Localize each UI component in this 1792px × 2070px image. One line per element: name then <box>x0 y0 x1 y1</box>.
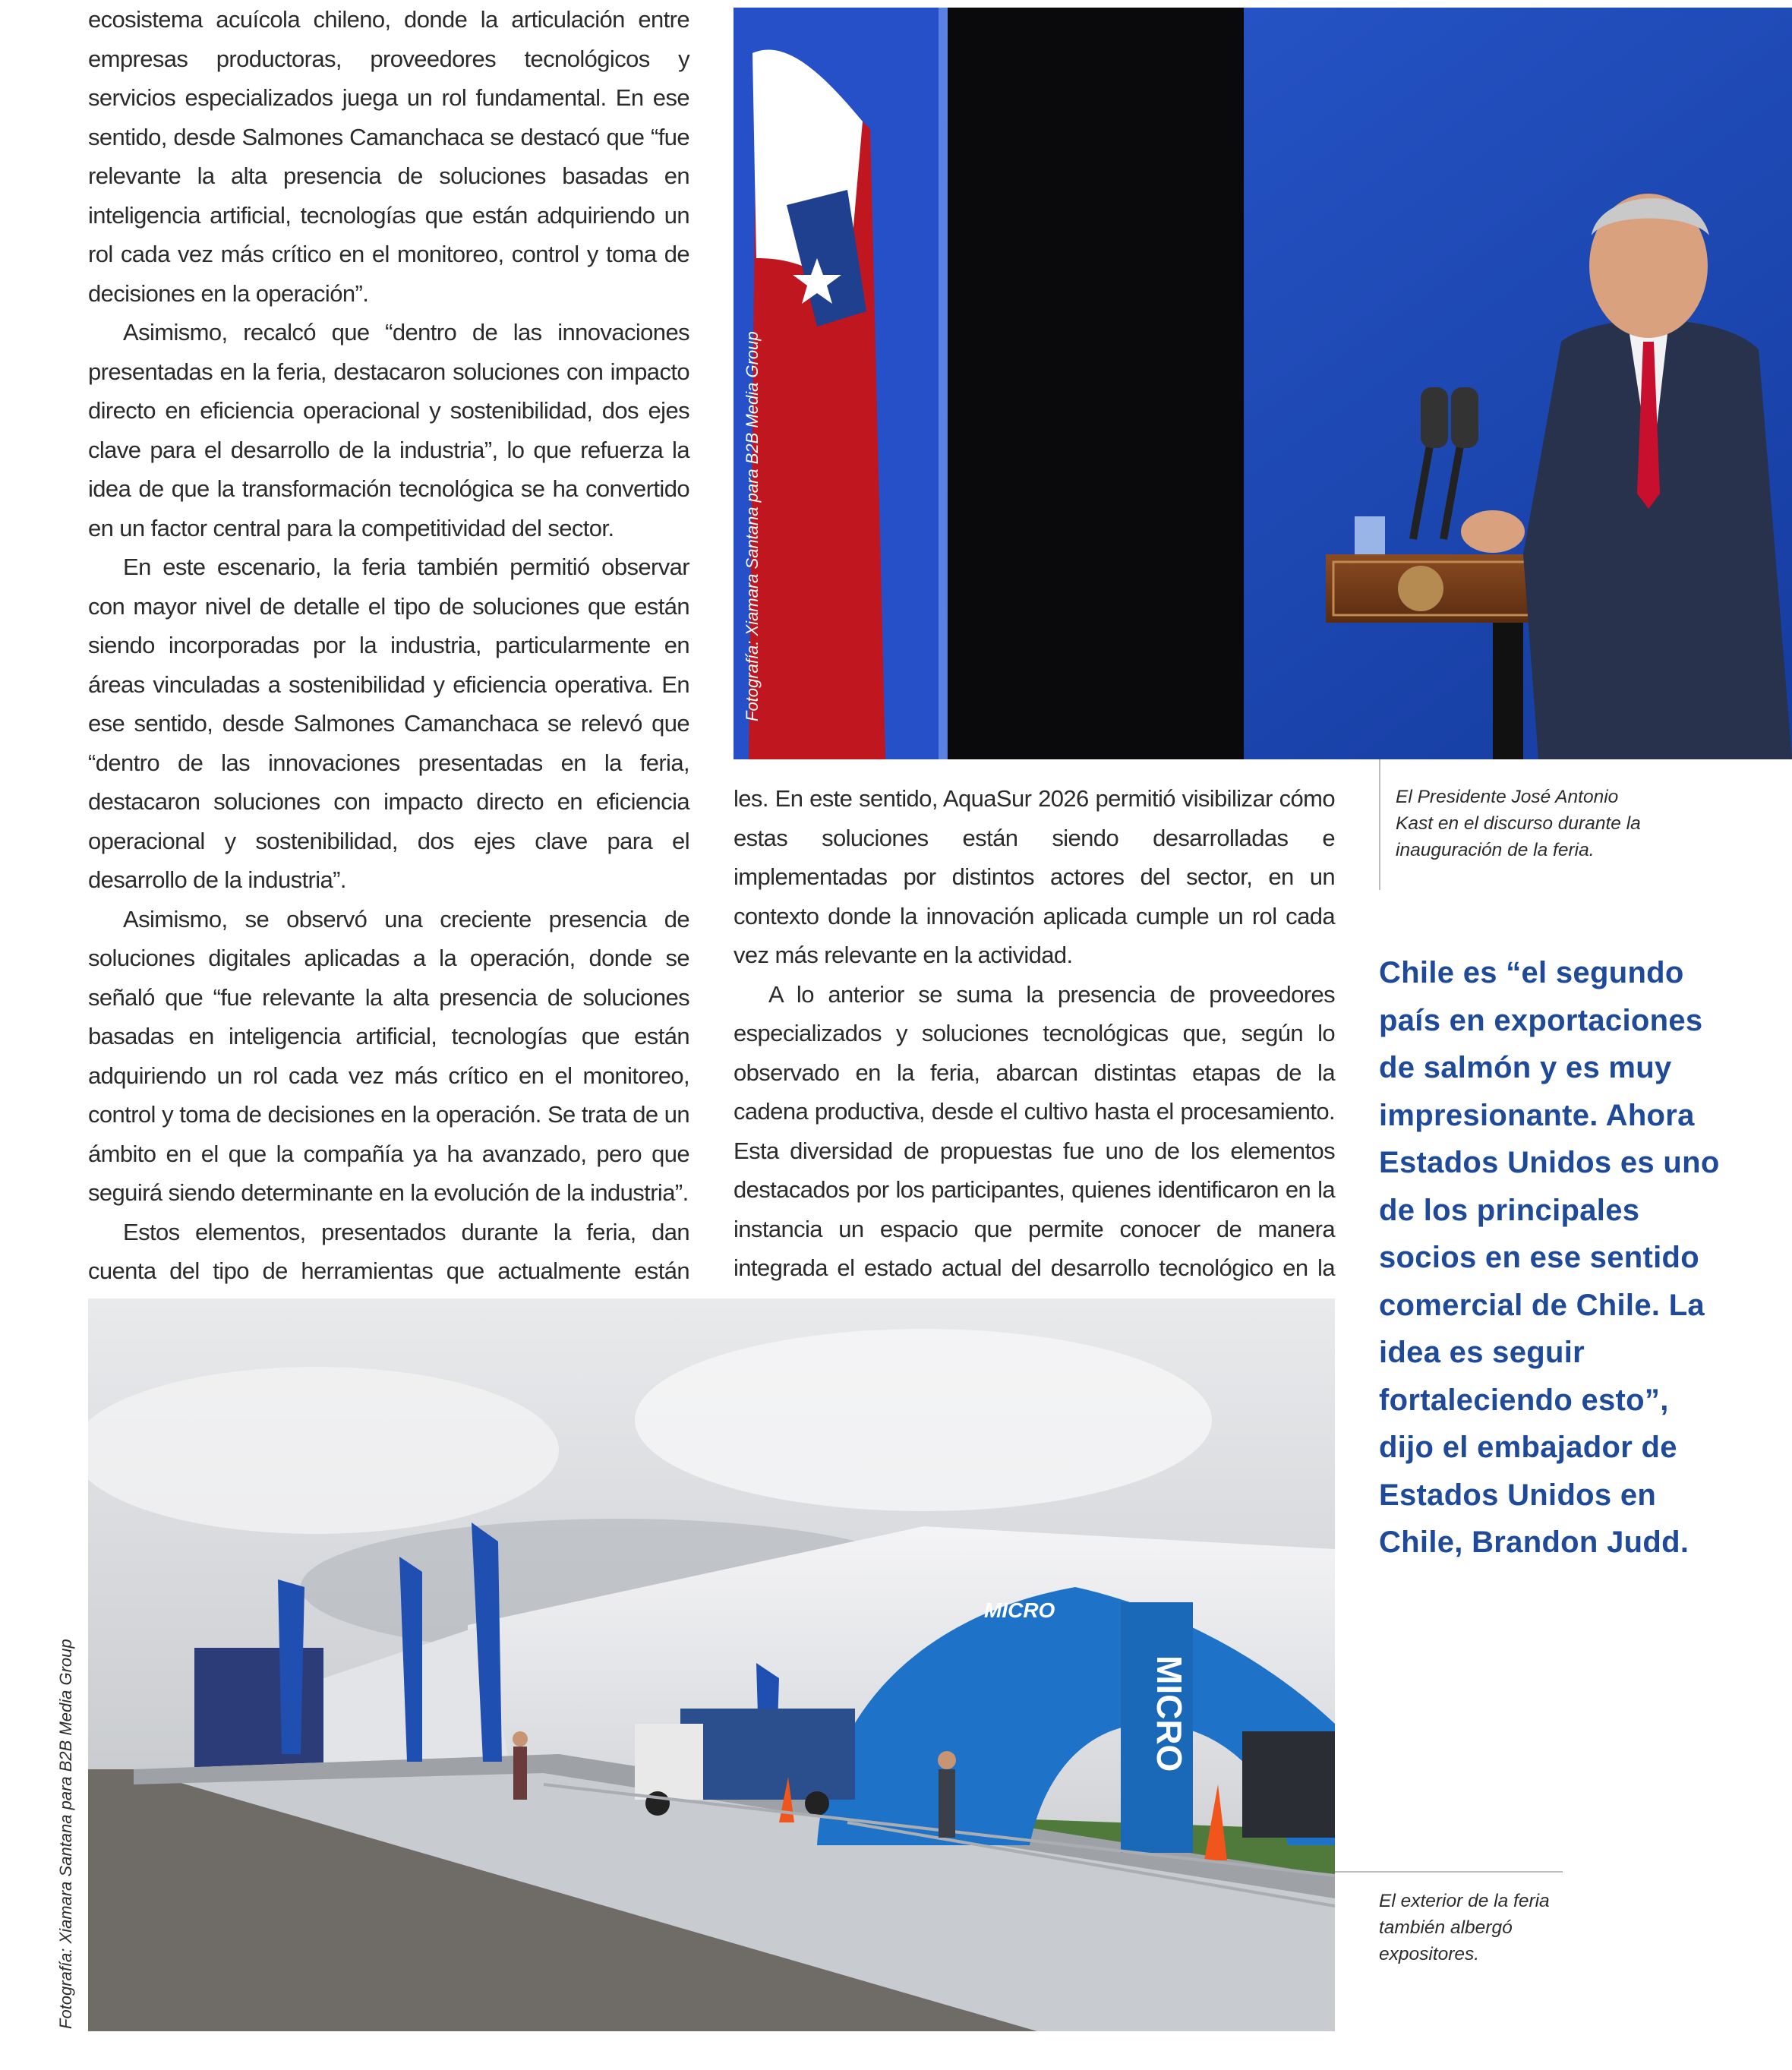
article-column-2 <box>734 779 1335 1327</box>
paragraph: Asimismo, se observó una creciente presencia de soluciones digitales aplicadas a la operación, donde se señaló que “fue relevante la alta presencia de soluciones basadas en inteligencia artificial, tecnologías que están adquiriendo un rol cada vez más crítico en el monitoreo, control y toma de decisiones en la operación. Se trata de un ámbito en el que la compañía ya ha avanzado, pero que seguirá siendo determinante en la evolución de la industria”. <box>88 905 689 1206</box>
photo-fair-exterior <box>88 1298 1335 2031</box>
fair-exterior-illustration <box>88 1298 1335 2031</box>
caption-rule <box>1379 759 1380 890</box>
photo-credit: Fotografía: Xiamara Santana para B2B Media Group <box>743 331 762 721</box>
caption-fair-exterior: El exterior de la feria también albergó expositores. <box>1379 1891 1550 1964</box>
paragraph: Estos elementos, presentados durante la feria, dan cuenta del tipo de herramientas que actualmente están <box>88 1218 689 1284</box>
pull-quote: Chile es “el segundo país en exportaciones de salmón y es muy impresionante. Ahora Estados Unidos es uno de los principales socios en ese sentido comercial de Chile. La idea es seguir fortaleciendo esto”, dijo el embajador de Estados Unidos en Chile, Brandon Judd. <box>1379 956 1720 1559</box>
tent-roof-label: MICRO <box>984 1598 1055 1622</box>
photo-credit: Fotografía: Xiamara Santana para B2B Media Group <box>56 1639 75 2029</box>
caption-rule <box>1335 1871 1563 1873</box>
paragraph: En este escenario, la feria también permitió observar con mayor nivel de detalle el tipo de soluciones que están siendo incorporadas por la industria, particularmente en áreas vinculadas a sostenibilidad y eficiencia operativa. En ese sentido, desde Salmones Camanchaca se relevó que “dentro de las innovaciones presentadas en la feria, destacaron soluciones con impacto directo en eficiencia operacional y sostenibilidad, dos ejes clave para el desarrollo de la industria”. <box>88 554 689 893</box>
paragraph: ecosistema acuícola chileno, donde la articulación entre empresas productoras, proveedores tecnológicos y servicios especializados juega un rol fundamental. En ese sentido, desde Salmones Camanchaca se destacó que “fue relevante la alta presencia de soluciones basadas en inteligencia artificial, tecnologías que están adquiriendo un rol cada vez más crítico en el monitoreo, control y toma de decisiones en la operación”. <box>88 6 689 307</box>
article-column-1 <box>88 0 689 1408</box>
paragraph: A lo anterior se suma la presencia de proveedores especializados y soluciones tecnológicas que, según lo observado en la feria, abarcan distintas etapas de la cadena productiva, desde el cultivo hasta el procesamiento. Esta diversidad de propuestas fue uno de los elementos destacados por los participantes, quienes identificaron en la instancia un espacio que permite conocer de manera integrada el estado actual del desarrollo tecnológico en la <box>734 980 1335 1281</box>
paragraph: Asimismo, recalcó que “dentro de las innovaciones presentadas en la feria, destacaron soluciones con impacto directo en eficiencia operacional y sostenibilidad, dos ejes clave para el desarrollo de la industria”, lo que refuerza la idea de que la transformación tecnológica se ha convertido en un factor central para la competitividad del sector. <box>88 319 689 541</box>
paragraph: les. En este sentido, AquaSur 2026 permitió visibilizar cómo estas soluciones están siendo desarrolladas e implementadas por distintos actores del sector, en un contexto donde la innovación aplicada cumple un rol cada vez más relevante en la actividad. <box>734 785 1335 968</box>
caption-president: El Presidente José Antonio Kast en el discurso durante la inauguración de la feria. <box>1396 787 1641 860</box>
tent-label: MICRO <box>1150 1655 1189 1772</box>
president-photo-illustration <box>734 8 1792 759</box>
photo-president-speech <box>734 8 1792 759</box>
